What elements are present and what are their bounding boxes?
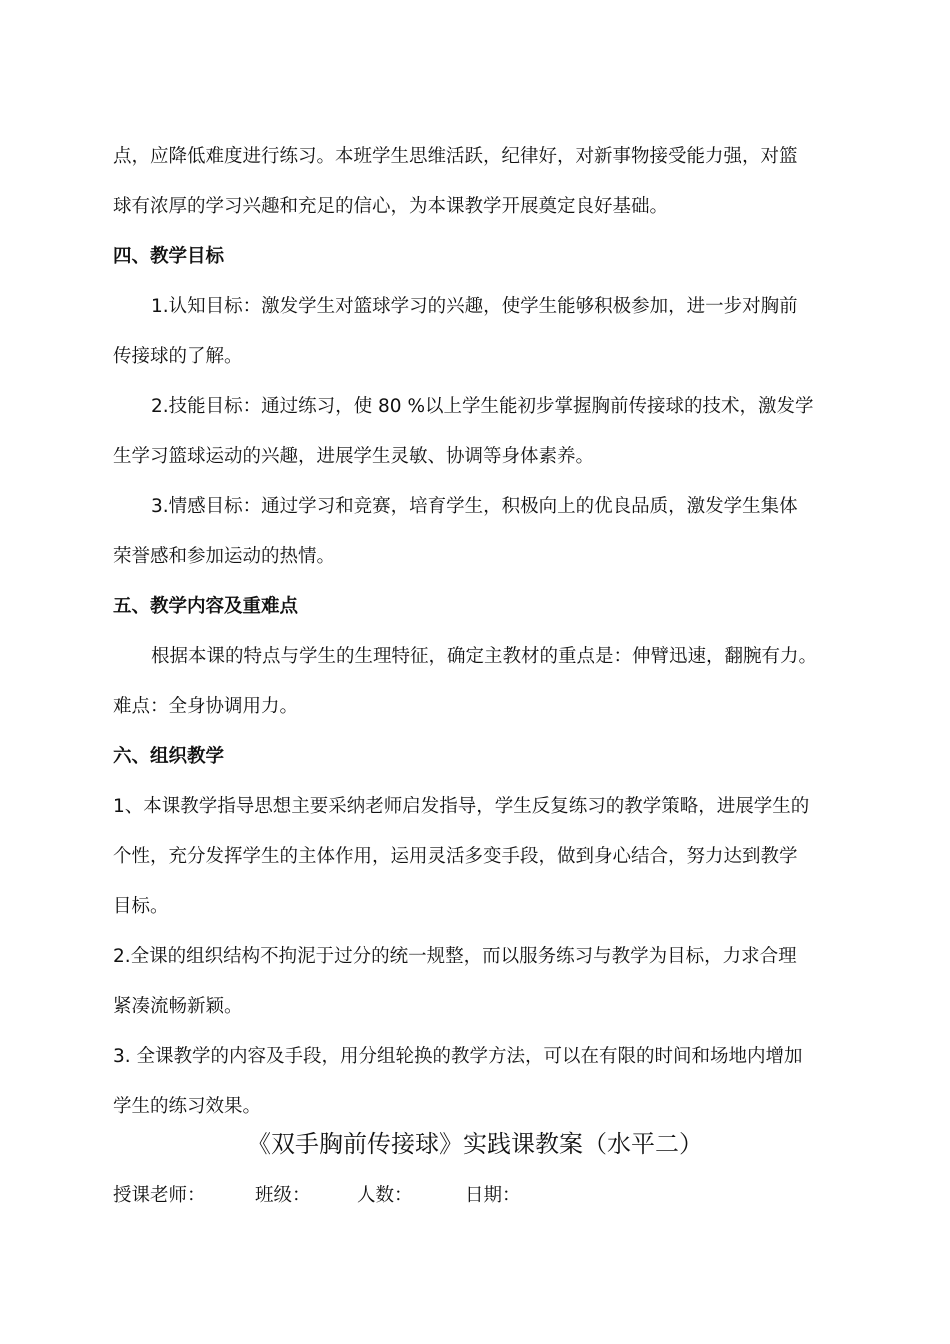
paragraph-line: 个性，充分发挥学生的主体作用，运用灵活多变手段，做到身心结合，努力达到教学 <box>113 846 798 867</box>
teacher-label: 授课老师： <box>113 1185 206 1206</box>
paragraph-line: 1.认知目标：激发学生对篮球学习的兴趣，使学生能够积极参加，进一步对胸前 <box>151 296 798 317</box>
paragraph-line: 球有浓厚的学习兴趣和充足的信心，为本课教学开展奠定良好基础。 <box>113 196 669 217</box>
section-heading: 五、教学内容及重难点 <box>113 596 299 617</box>
paragraph-line: 荣誉感和参加运动的热情。 <box>113 546 336 567</box>
paragraph-line: 2.技能目标：通过练习，使 80 %以上学生能初步掌握胸前传接球的技术，激发学 <box>151 396 814 417</box>
paragraph-line: 3. 全课教学的内容及手段，用分组轮换的教学方法，可以在有限的时间和场地内增加 <box>113 1046 803 1067</box>
paragraph-line: 传接球的了解。 <box>113 346 243 367</box>
paragraph-line: 1、本课教学指导思想主要采纳老师启发指导，学生反复练习的教学策略，进展学生的 <box>113 796 810 817</box>
class-label: 班级： <box>255 1185 311 1206</box>
student-count-label: 人数： <box>357 1185 413 1206</box>
document-body <box>113 132 843 1132</box>
paragraph-line: 点，应降低难度进行练习。本班学生思维活跃，纪律好，对新事物接受能力强，对篮 <box>113 146 798 167</box>
paragraph-line: 紧凑流畅新颖。 <box>113 996 243 1017</box>
lesson-plan-title: 《双手胸前传接球》实践课教案（水平二） <box>247 1130 703 1158</box>
section-heading: 四、教学目标 <box>113 246 225 267</box>
paragraph-line: 生学习篮球运动的兴趣，进展学生灵敏、协调等身体素养。 <box>113 446 595 467</box>
paragraph-line: 学生的练习效果。 <box>113 1096 262 1117</box>
paragraph-line: 2.全课的组织结构不拘泥于过分的统一规整，而以服务练习与教学为目标，力求合理 <box>113 946 797 967</box>
paragraph-line: 难点：全身协调用力。 <box>113 696 299 717</box>
paragraph-line: 根据本课的特点与学生的生理特征，确定主教材的重点是：伸臂迅速，翻腕有力。 <box>151 646 818 667</box>
section-heading: 六、组织教学 <box>113 746 225 767</box>
date-label: 日期： <box>465 1185 521 1206</box>
paragraph-line: 目标。 <box>113 896 169 917</box>
paragraph-line: 3.情感目标：通过学习和竞赛，培育学生，积极向上的优良品质，激发学生集体 <box>151 496 798 517</box>
